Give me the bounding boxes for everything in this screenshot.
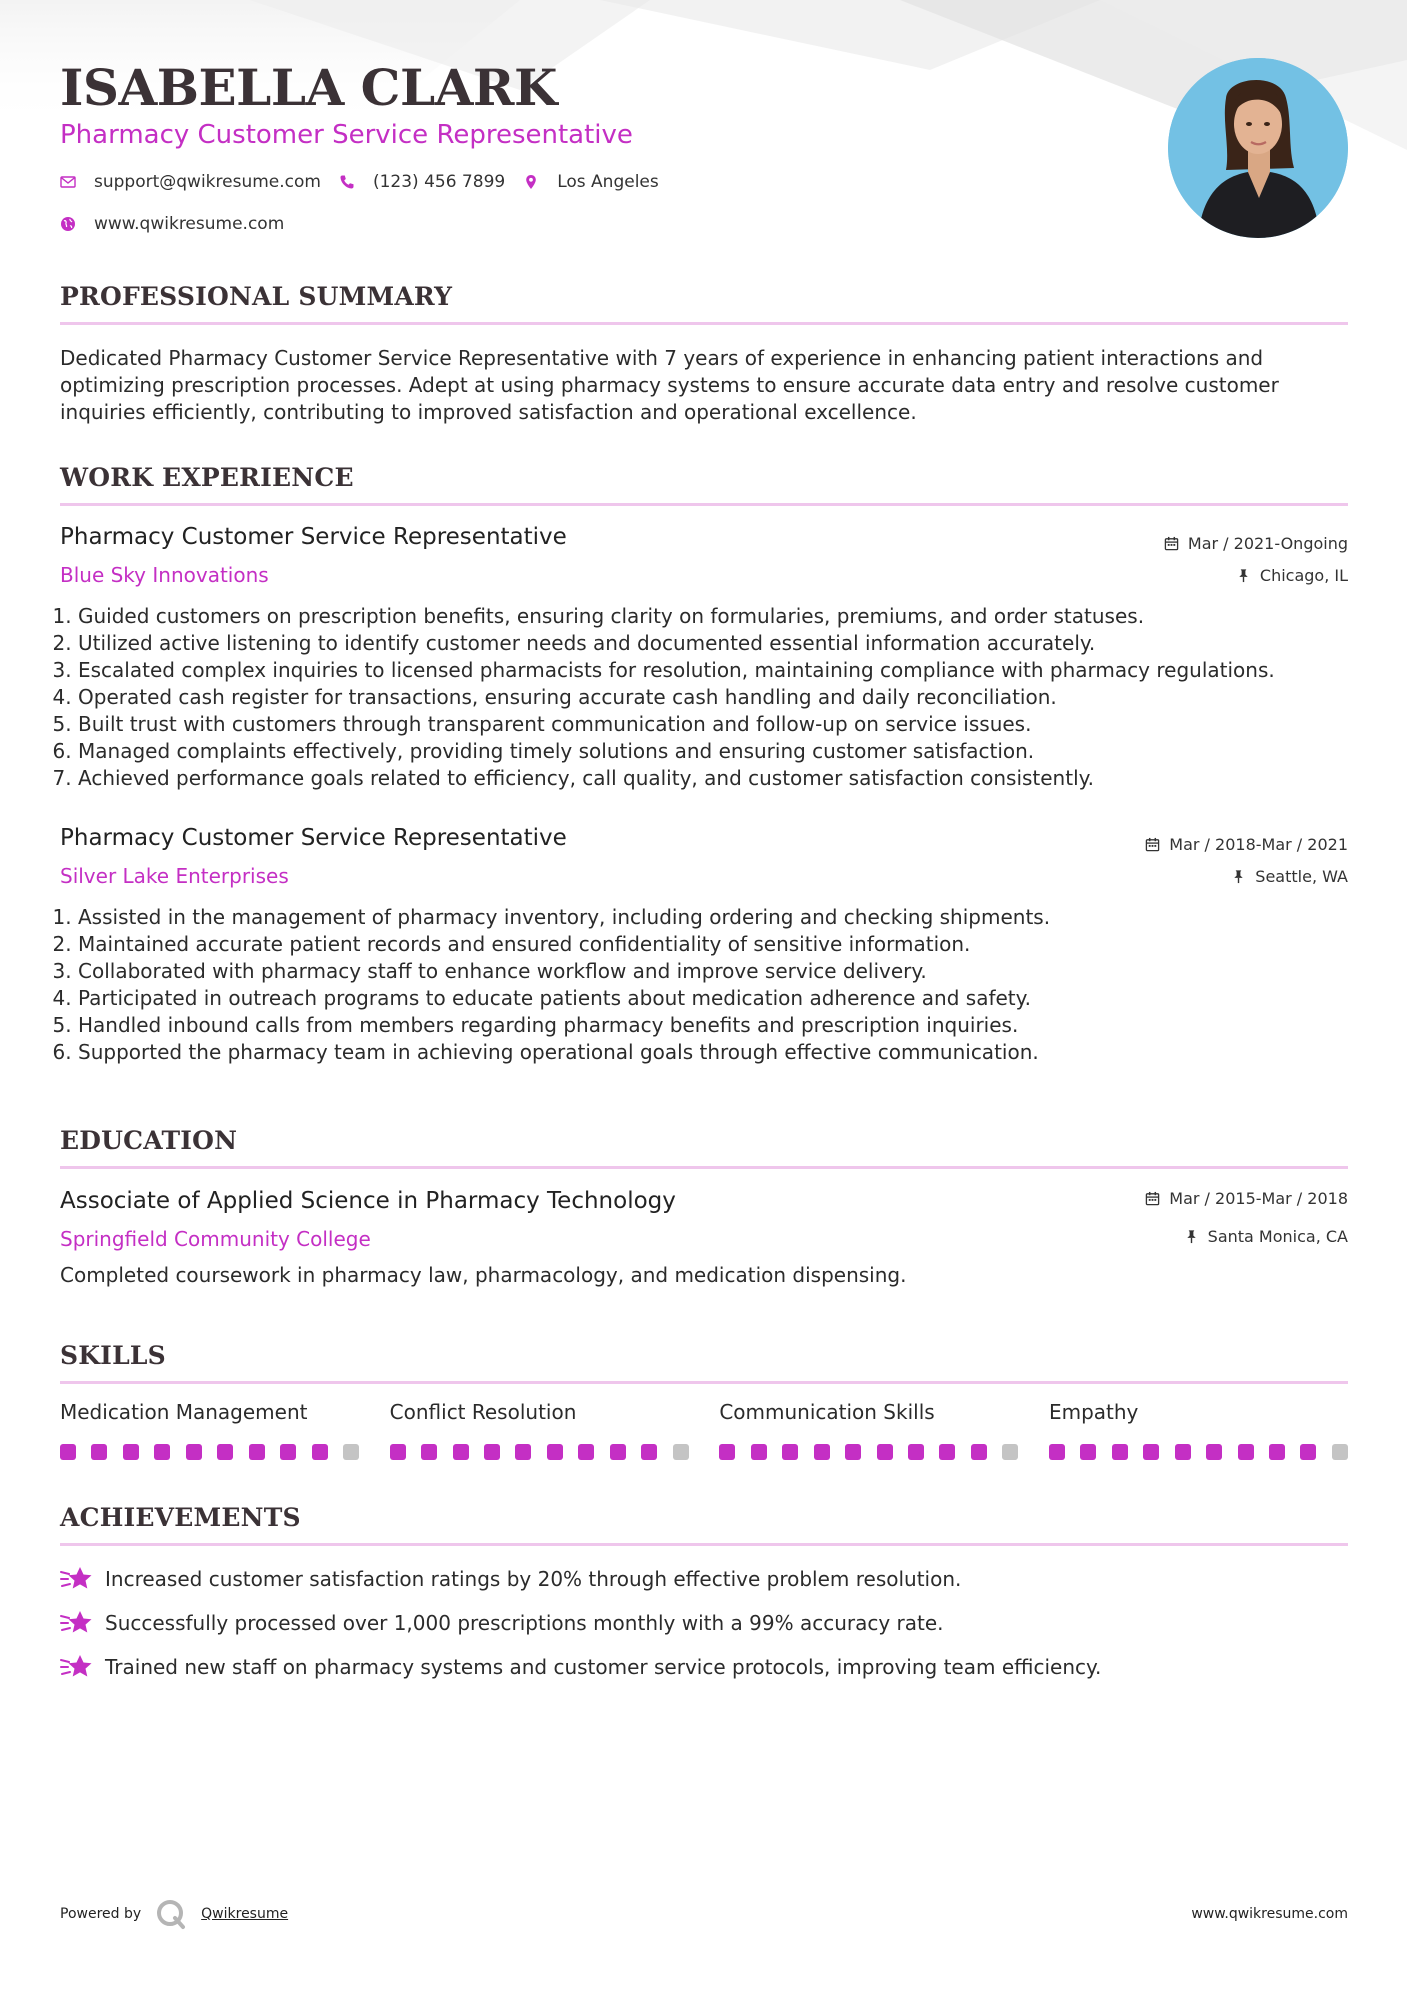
skill-dot-filled — [249, 1444, 265, 1460]
skill-dot-empty — [673, 1444, 689, 1460]
phone-icon — [339, 174, 355, 190]
achievement-text: Trained new staff on pharmacy systems and customer service protocols, improving team efficiency. — [105, 1655, 1102, 1679]
qwikresume-logo-icon — [155, 1898, 187, 1930]
job-1-dates — [1164, 534, 1348, 553]
skill-dot-filled — [217, 1444, 233, 1460]
skill-dot-filled — [421, 1444, 437, 1460]
candidate-role: Pharmacy Customer Service Representative — [60, 120, 633, 150]
skill-dot-filled — [91, 1444, 107, 1460]
skill-dot-filled — [610, 1444, 626, 1460]
skill-dot-filled — [1112, 1444, 1128, 1460]
job-2-title: Pharmacy Customer Service Representative — [60, 825, 567, 851]
job-1-bullet: 5. Built trust with customers through transparent communication and follow-up on service issues. — [78, 711, 1366, 738]
qwikresume-link[interactable]: Qwikresume — [201, 1906, 289, 1922]
education-description: Completed coursework in pharmacy law, pharmacology, and medication dispensing. — [60, 1263, 907, 1287]
education-heading: EDUCATION — [60, 1126, 238, 1155]
skill-dot-empty — [1332, 1444, 1348, 1460]
experience-heading: WORK EXPERIENCE — [60, 463, 354, 492]
skill-rating — [1049, 1444, 1348, 1460]
skill-dot-filled — [1080, 1444, 1096, 1460]
job-2-dates-text: Mar / 2018-Mar / 2021 — [1169, 835, 1348, 854]
pushpin-icon — [1184, 1229, 1199, 1244]
footer-website[interactable]: www.qwikresume.com — [1191, 1906, 1348, 1922]
shooting-star-icon — [60, 1653, 94, 1681]
skill-dot-filled — [60, 1444, 76, 1460]
job-1-location-text: Chicago, IL — [1259, 566, 1348, 585]
job-2-bullets — [60, 904, 1366, 1066]
education-degree: Associate of Applied Science in Pharmacy Technology — [60, 1188, 676, 1214]
skill-dot-filled — [1049, 1444, 1065, 1460]
skill-dot-filled — [814, 1444, 830, 1460]
skill-dot-filled — [939, 1444, 955, 1460]
job-1-bullet: 3. Escalated complex inquiries to licensed pharmacists for resolution, maintaining compliance with pharmacy regulations. — [78, 657, 1366, 684]
education-dates-text: Mar / 2015-Mar / 2018 — [1169, 1189, 1348, 1208]
powered-by-label: Powered by — [60, 1906, 142, 1922]
profile-photo — [1168, 58, 1348, 238]
email-text: support@qwikresume.com — [94, 172, 321, 192]
job-1-bullet: 7. Achieved performance goals related to efficiency, call quality, and customer satisfaction consistently. — [78, 765, 1366, 792]
skills-grid — [60, 1400, 1348, 1460]
job-2-dates — [1145, 835, 1348, 854]
skill-dot-filled — [971, 1444, 987, 1460]
job-1-location — [1236, 566, 1348, 585]
skill-dot-filled — [751, 1444, 767, 1460]
skill-dot-empty — [1002, 1444, 1018, 1460]
skill-item — [390, 1400, 689, 1460]
skill-name: Conflict Resolution — [389, 1400, 577, 1424]
education-location — [1184, 1227, 1348, 1246]
job-2-bullet: 5. Handled inbound calls from members regarding pharmacy benefits and prescription inquiries. — [78, 1012, 1366, 1039]
skill-dot-filled — [123, 1444, 139, 1460]
job-1-bullet: 4. Operated cash register for transactions, ensuring accurate cash handling and daily reconciliation. — [78, 684, 1366, 711]
portrait-image — [1168, 58, 1348, 238]
skill-rating — [60, 1444, 359, 1460]
skill-item — [719, 1400, 1018, 1460]
skill-dot-empty — [343, 1444, 359, 1460]
skills-heading: SKILLS — [60, 1341, 166, 1370]
contact-row-secondary — [60, 214, 302, 234]
phone-text: (123) 456 7899 — [372, 172, 506, 192]
pushpin-icon — [1231, 869, 1246, 884]
skill-name: Empathy — [1048, 1400, 1139, 1424]
job-2-bullet: 3. Collaborated with pharmacy staff to enhance workflow and improve service delivery. — [78, 958, 1366, 985]
shooting-star-icon — [60, 1609, 94, 1637]
job-1-bullet: 2. Utilized active listening to identify customer needs and documented essential information accurately. — [78, 630, 1366, 657]
job-2-bullet: 2. Maintained accurate patient records and ensured confidentiality of sensitive information. — [78, 931, 1366, 958]
job-1-bullet: 6. Managed complaints effectively, providing timely solutions and ensuring customer satisfaction. — [78, 738, 1366, 765]
summary-text: Dedicated Pharmacy Customer Service Representative with 7 years of experience in enhancing patient interactions and optimizing prescription processes. Adept at using pharmacy systems to ensure accurate data entry and resolve customer inquiries efficiently, contributing to improved satisfaction and operational excellence. — [60, 346, 1279, 424]
skill-rating — [390, 1444, 689, 1460]
candidate-name: ISABELLA CLARK — [60, 58, 557, 117]
skill-dot-filled — [908, 1444, 924, 1460]
skill-dot-filled — [1206, 1444, 1222, 1460]
skill-dot-filled — [547, 1444, 563, 1460]
summary-divider — [60, 322, 1348, 325]
skill-dot-filled — [484, 1444, 500, 1460]
education-divider — [60, 1166, 1348, 1169]
education-school: Springfield Community College — [60, 1227, 371, 1251]
job-2-location-text: Seattle, WA — [1255, 867, 1348, 886]
job-2-bullet: 1. Assisted in the management of pharmacy inventory, including ordering and checking shipments. — [78, 904, 1366, 931]
location-item — [523, 172, 659, 192]
achievements-heading: ACHIEVEMENTS — [60, 1503, 301, 1532]
shooting-star-icon — [60, 1565, 94, 1593]
education-dates — [1145, 1189, 1348, 1208]
skill-dot-filled — [877, 1444, 893, 1460]
achievements-divider — [60, 1543, 1348, 1546]
skill-dot-filled — [719, 1444, 735, 1460]
job-1-bullets — [60, 603, 1366, 792]
job-2-location — [1231, 867, 1348, 886]
achievement-item — [60, 1565, 961, 1593]
map-pin-icon — [523, 174, 539, 190]
globe-icon — [60, 216, 76, 232]
footer-powered-by — [60, 1898, 288, 1930]
job-1-bullet: 1. Guided customers on prescription benefits, ensuring clarity on formularies, premiums, and order statuses. — [78, 603, 1366, 630]
calendar-icon — [1145, 1191, 1160, 1206]
envelope-icon — [60, 174, 76, 190]
skill-dot-filled — [1238, 1444, 1254, 1460]
job-2-bullet: 4. Participated in outreach programs to educate patients about medication adherence and safety. — [78, 985, 1366, 1012]
skill-dot-filled — [782, 1444, 798, 1460]
skill-dot-filled — [280, 1444, 296, 1460]
website-text: www.qwikresume.com — [94, 214, 285, 234]
job-1-title: Pharmacy Customer Service Representative — [60, 524, 567, 550]
achievement-item — [60, 1609, 944, 1637]
experience-divider — [60, 503, 1348, 506]
skill-dot-filled — [1300, 1444, 1316, 1460]
skill-dot-filled — [390, 1444, 406, 1460]
job-1-company: Blue Sky Innovations — [60, 563, 269, 587]
contact-row-primary — [60, 172, 677, 192]
skill-dot-filled — [186, 1444, 202, 1460]
job-2-company: Silver Lake Enterprises — [60, 864, 289, 888]
skill-dot-filled — [845, 1444, 861, 1460]
job-2-bullet: 6. Supported the pharmacy team in achieving operational goals through effective communication. — [78, 1039, 1366, 1066]
skill-item — [1049, 1400, 1348, 1460]
skill-name: Communication Skills — [719, 1400, 935, 1424]
summary-heading: PROFESSIONAL SUMMARY — [60, 282, 453, 311]
skills-divider — [60, 1381, 1348, 1384]
skill-dot-filled — [515, 1444, 531, 1460]
website-item[interactable] — [60, 214, 284, 234]
skill-rating — [719, 1444, 1018, 1460]
pushpin-icon — [1236, 568, 1251, 583]
email-item[interactable] — [60, 172, 321, 192]
skill-dot-filled — [578, 1444, 594, 1460]
achievement-text: Increased customer satisfaction ratings by 20% through effective problem resolution. — [105, 1567, 962, 1591]
skill-dot-filled — [312, 1444, 328, 1460]
education-location-text: Santa Monica, CA — [1207, 1227, 1348, 1246]
job-1-dates-text: Mar / 2021-Ongoing — [1187, 534, 1348, 553]
skill-item — [60, 1400, 359, 1460]
skill-dot-filled — [453, 1444, 469, 1460]
skill-name: Medication Management — [60, 1400, 308, 1424]
calendar-icon — [1164, 536, 1179, 551]
calendar-icon — [1145, 837, 1160, 852]
skill-dot-filled — [1175, 1444, 1191, 1460]
skill-dot-filled — [1143, 1444, 1159, 1460]
achievement-item — [60, 1653, 1101, 1681]
skill-dot-filled — [641, 1444, 657, 1460]
skill-dot-filled — [154, 1444, 170, 1460]
phone-item[interactable] — [339, 172, 505, 192]
achievement-text: Successfully processed over 1,000 prescriptions monthly with a 99% accuracy rate. — [105, 1611, 944, 1635]
skill-dot-filled — [1269, 1444, 1285, 1460]
location-text: Los Angeles — [557, 172, 659, 192]
